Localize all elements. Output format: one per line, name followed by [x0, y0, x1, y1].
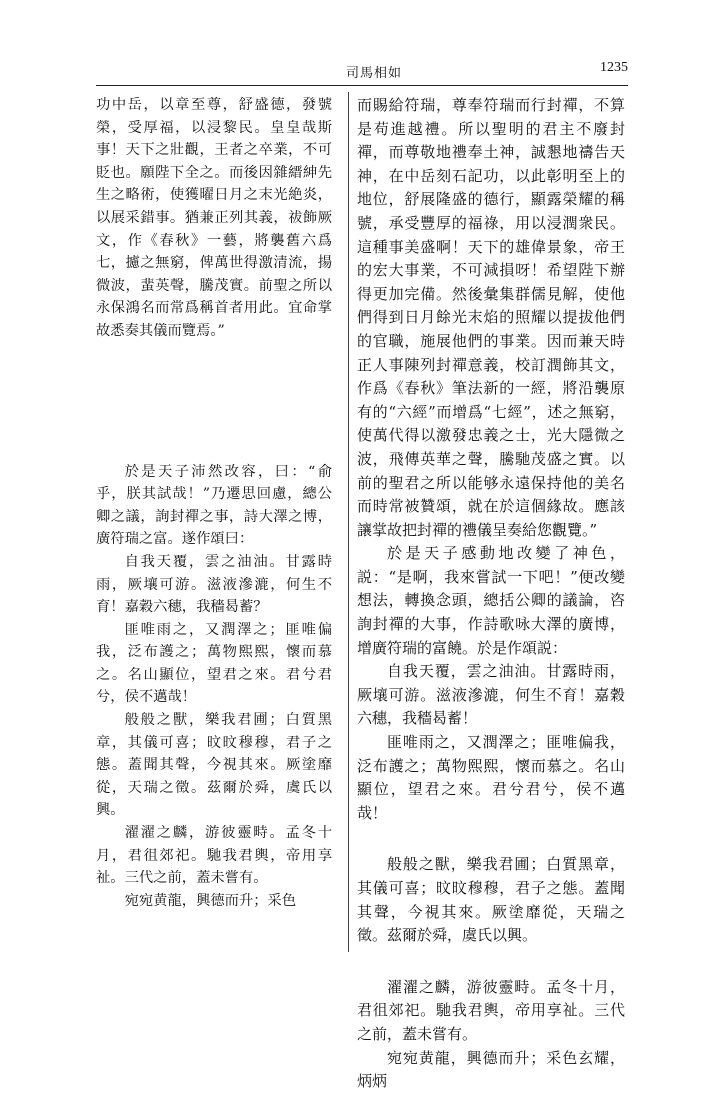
- translation-ode-stanza-3: 般般之獸，樂我君圃；白質黑章，其儀可喜；旼旼穆穆，君子之態。蓋聞其聲，今視其來。厥塗靡從，天瑞之徵。茲爾於舜，虞氏以興。: [357, 855, 625, 945]
- original-paragraph-1: 功中岳，以章至尊，舒盛德，發號榮，受厚福，以浸黎民。皇皇哉斯事！天下之壯觀，王者之卒業，不可貶也。願陛下全之。而後因雜縉紳先生之略術，使獲曜日月之末光絶炎，以展采錯事。猶兼正列其義，祓飾厥文，作《春秋》一藝，將襲舊六爲七，攄之無窮，俾萬世得激清流，揚微波，蜚英聲，騰茂實。前聖之所以永保鴻名而常爲稱首者用此。宜命掌故悉奏其儀而覽焉。”: [96, 97, 332, 339]
- translation-ode-stanza-1: 自我天覆，雲之油油。甘露時雨，厥壤可游。滋液滲漉，何生不育！嘉穀六穗，我穡曷蓄！: [357, 662, 625, 728]
- translation-ode-stanza-2: 匪唯雨之，又潤澤之；匪唯偏我，泛布護之；萬物熙熙，懷而慕之。名山顯位，望君之來。君兮君兮，侯不邁哉！: [357, 733, 625, 822]
- original-paragraph-2: 於是天子沛然改容，曰：“俞乎，朕其試哉！”乃遷思回慮，總公卿之議，詢封禪之事，詩大澤之博，廣符瑞之富。遂作頌曰：: [96, 463, 332, 548]
- running-title: 司馬相如: [346, 66, 403, 81]
- original-text-column: [96, 94, 332, 912]
- column-divider: [348, 92, 349, 952]
- translation-ode-stanza-4: 濯濯之麟，游彼靈畤。孟冬十月，君徂郊祀。馳我君輿，帝用享祉。三代之前，蓋未嘗有。: [357, 977, 625, 1043]
- original-ode-stanza-2: 匪唯雨之，又潤澤之；匪唯偏我，泛布護之；萬物熙熙，懷而慕之。名山顯位，望君之來。君兮君兮，侯不邁哉！: [96, 621, 332, 706]
- page-number: 1235: [600, 60, 628, 75]
- translation-paragraph-1: 而賜給符瑞，尊奉符瑞而行封禪，不算是苟進越禮。所以聖明的君主不廢封禪，而尊敬地禮奉土神，誠懇地禱告天神，在中岳刻石記功，以此彰明至上的地位，舒展隆盛的德行，顯露榮耀的稱號，承受豐厚的福祿，用以浸潤衆民。這種事美盛啊！天下的雄偉景象，帝王的宏大事業，不可減損呀！希望陛下辦得更加完備。然後彙集群儒見解，使他們得到日月餘光末焰的照耀以提拔他們的官職，施展他們的事業。因而兼天時正人事陳列封禪意義，校訂潤飾其文，作爲《春秋》筆法新的一經，將沿襲原有的“六經”而增爲“七經”，述之無窮，使萬代得以激發忠義之士，光大隱微之波，飛傳英華之聲，騰馳茂盛之實。以前的聖君之所以能够永遠保持他的美名而時常被贊頌，就在於這個緣故。應該讓掌故把封禪的禮儀呈奏給您觀覽。”: [357, 96, 625, 539]
- translation-column: [357, 94, 625, 1094]
- original-ode-stanza-1: 自我天覆，雲之油油。甘露時雨，厥壤可游。滋液滲漉，何生不育！嘉穀六穗，我穡曷蓄？: [96, 553, 332, 616]
- page-header: [96, 60, 628, 82]
- translation-ode-stanza-5: 宛宛黄龍，興德而升；采色玄耀，炳炳: [357, 1048, 625, 1091]
- header-rule: [96, 85, 628, 86]
- original-ode-stanza-4: 濯濯之麟，游彼靈畤。孟冬十月，君徂郊祀。馳我君輿，帝用享祉。三代之前，蓋未嘗有。: [96, 825, 332, 887]
- original-ode-stanza-3: 般般之獸，樂我君圃；白質黑章，其儀可喜；旼旼穆穆，君子之態。蓋聞其聲，今視其來。厥塗靡從，天瑞之徵。茲爾於舜，虞氏以興。: [96, 712, 332, 819]
- translation-paragraph-2: 於是天子感動地改變了神色，説：“是啊，我來嘗試一下吧！”便改變想法，轉換念頭，總括公卿的議論，咨詢封禪的大事，作詩歌咏大澤的廣博，增廣符瑞的富饒。於是作頌説：: [357, 544, 625, 657]
- paragraph-gap: [96, 343, 332, 461]
- paragraph-gap: [357, 948, 625, 976]
- original-ode-stanza-5: 宛宛黄龍，興德而升；采色: [124, 892, 297, 909]
- paragraph-gap: [357, 825, 625, 853]
